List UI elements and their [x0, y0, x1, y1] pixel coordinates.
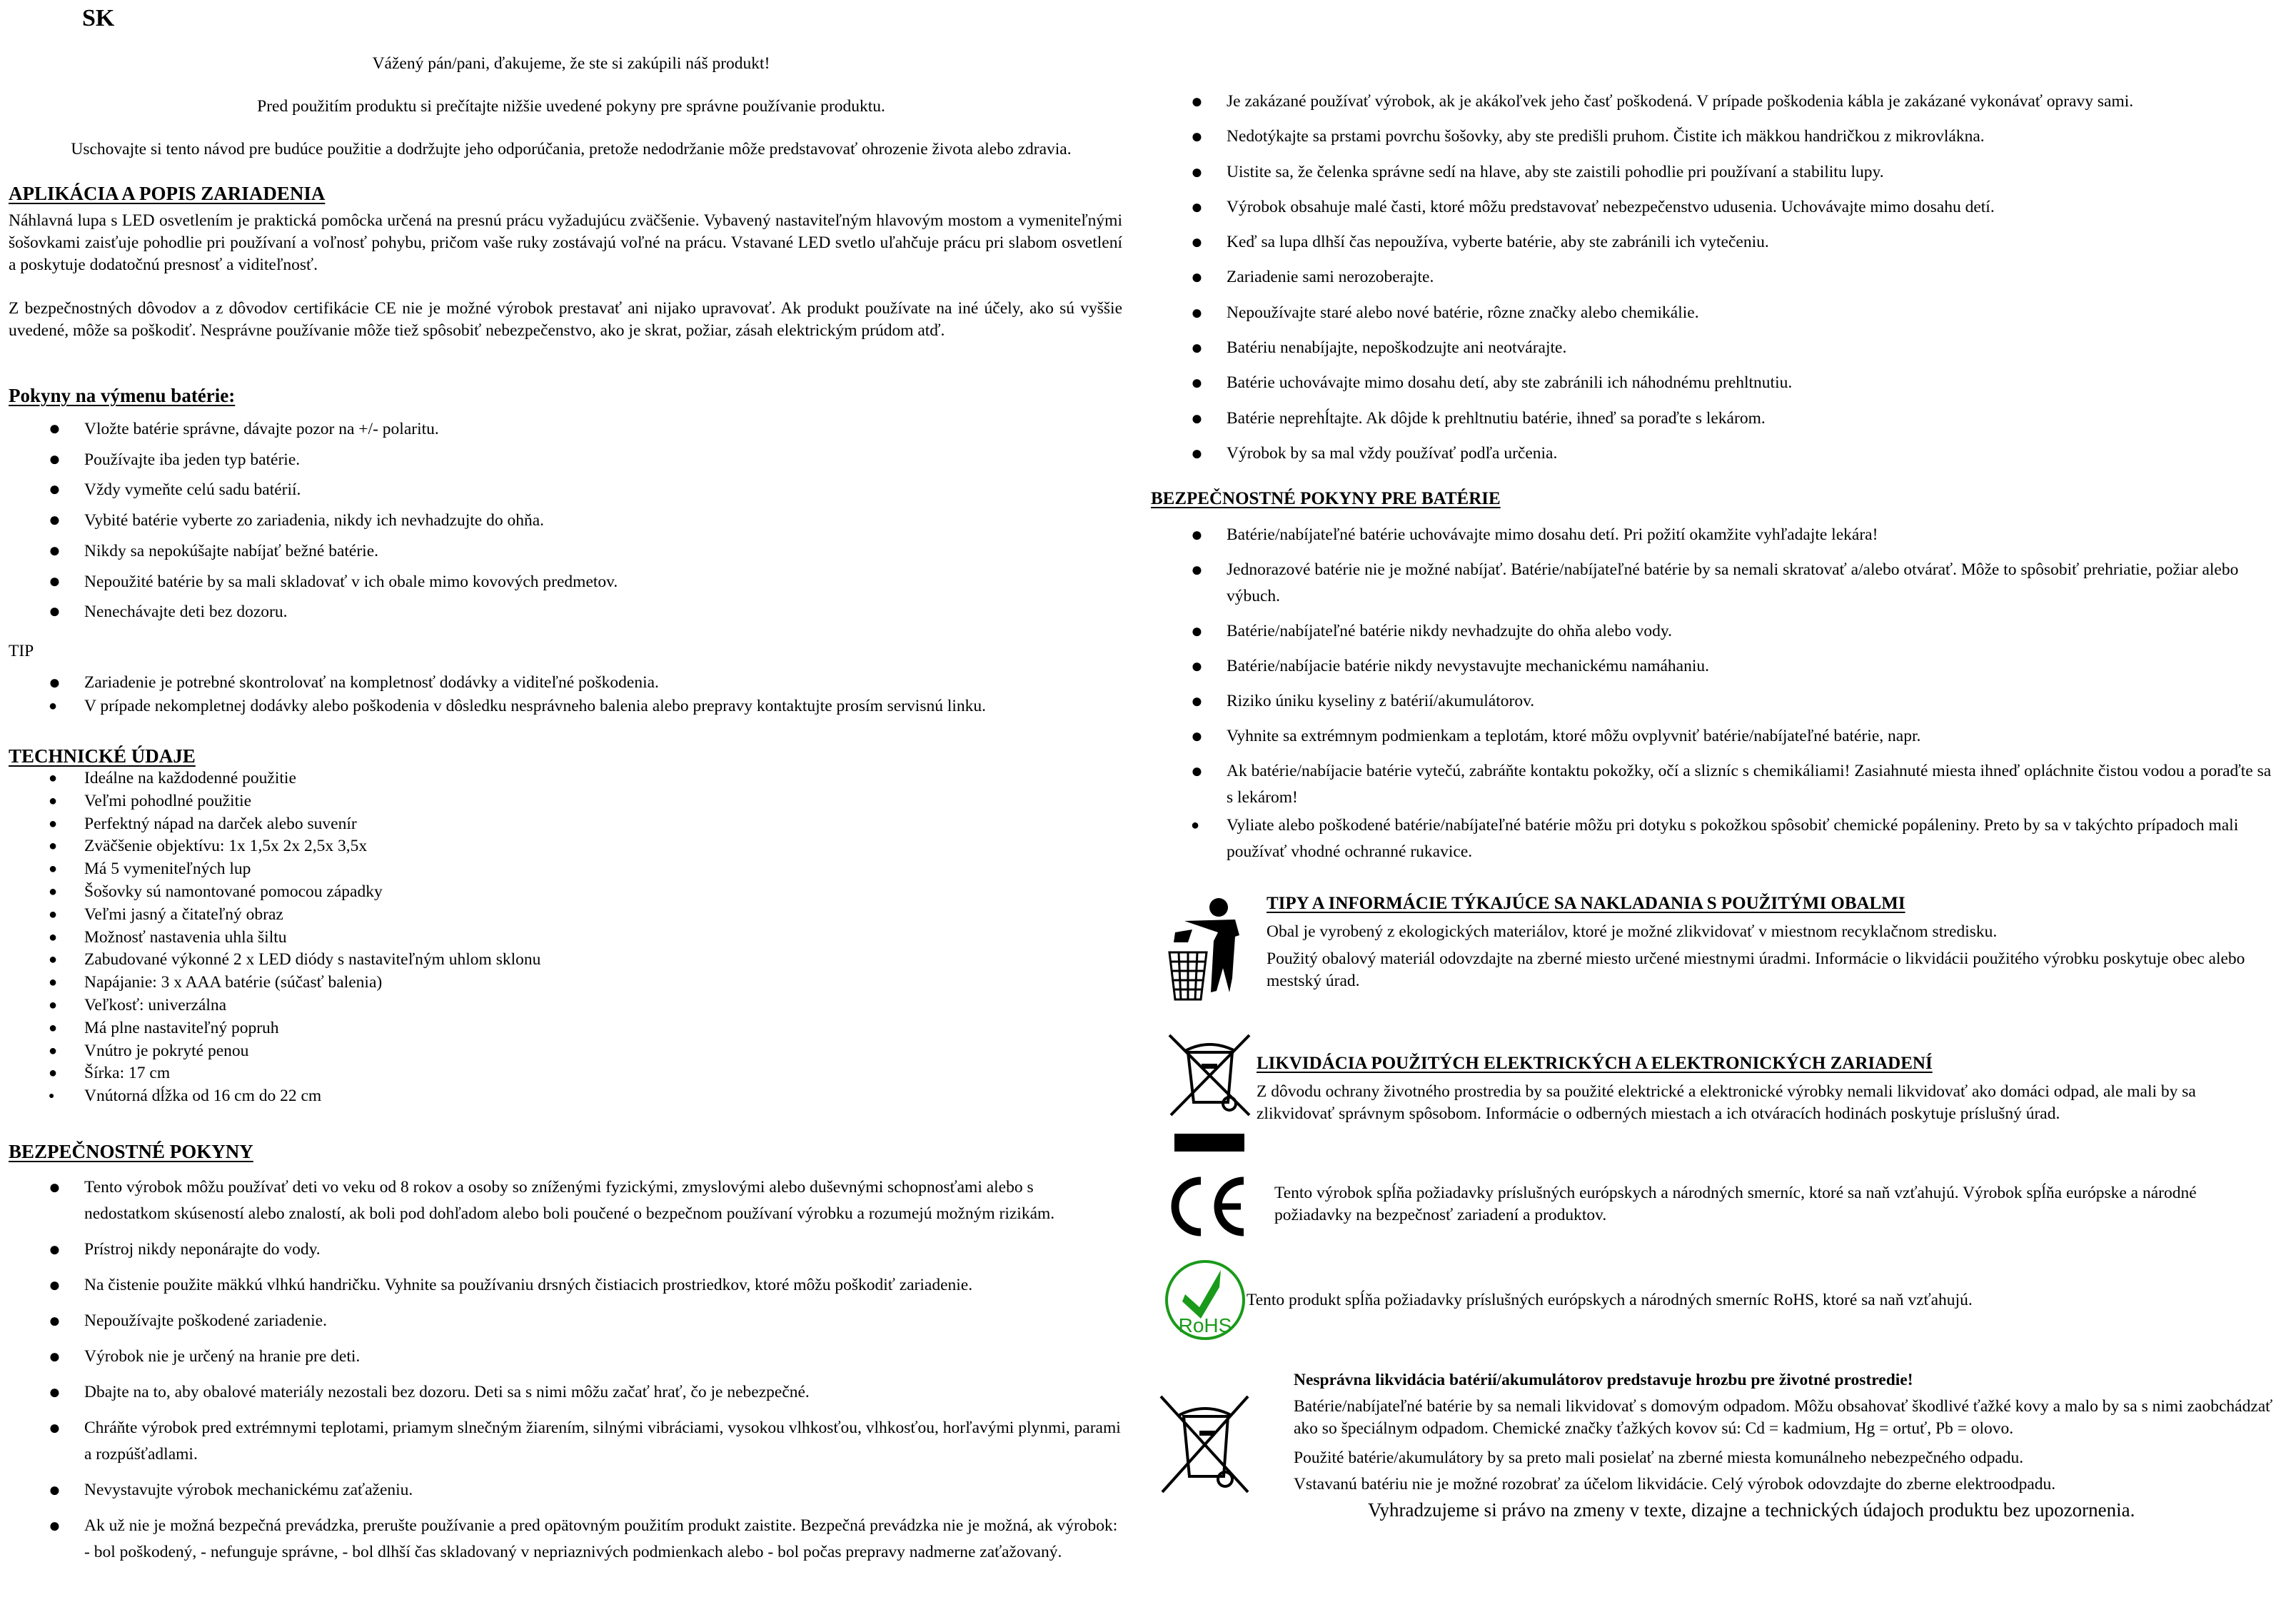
disclaimer: Vyhradzujeme si právo na zmeny v texte, dizajne a technických údajoch produktu bez upozornenia. [1368, 1499, 2135, 1521]
list-item [9, 972, 540, 994]
list-item-text: Batérie uchovávajte mimo dosahu detí, aby ste zabránili ich náhodnému prehltnutiu. [1227, 373, 1793, 393]
bullet-icon: ● [49, 1274, 61, 1296]
list-item-text: Vnútorná dĺžka od 16 cm do 22 cm [84, 1087, 322, 1106]
bullet-icon: ● [1191, 559, 1203, 581]
list-item [9, 1477, 1122, 1503]
battery-safety-list [1151, 522, 2272, 865]
list-item [9, 767, 540, 790]
list-item-text: Ak batérie/nabíjacie batérie vytečú, zabráňte kontaktu pokožky, očí a slizníc s chemikáliami! Zasiahnuté miesta ihneď opláchnite čistou vodou a poraďte sa s lekárom! [1227, 762, 2272, 807]
bullet-icon: ● [49, 1042, 58, 1059]
bullet-icon: ● [49, 1091, 55, 1102]
bullet-icon: ● [1191, 231, 1203, 254]
list-item-text: Nevystavujte výrobok mechanickému zaťaženiu. [84, 1481, 413, 1499]
list-item [1151, 401, 2133, 436]
list-item [1151, 119, 2133, 154]
bullet-icon: ● [49, 600, 61, 623]
list-item [1151, 225, 2133, 260]
list-item-text: Vyliate alebo poškodené batérie/nabíjateľné batérie môžu pri dotyku s pokožkou spôsobiť chemické popáleniny. Preto by sa v takýchto prípadoch mali používať vhodné ochranné rukavice. [1227, 816, 2239, 861]
list-item [1151, 190, 2133, 225]
safety-list-continued [1151, 84, 2133, 471]
list-item [9, 671, 986, 695]
list-item-text: Batérie/nabíjateľné batérie uchovávajte mimo dosahu detí. Pri požití okamžite vyhľadajte lekára! [1227, 525, 1878, 544]
list-item [9, 414, 618, 445]
list-item-text: Batérie/nabíjacie batérie nikdy nevystavujte mechanickému namáhaniu. [1227, 657, 1710, 675]
bullet-icon: ● [1191, 524, 1203, 546]
list-item [1151, 522, 2272, 548]
list-item-text: Jednorazové batérie nie je možné nabíjať. Batérie/nabíjateľné batérie by sa nemali skratovať a/alebo otvárať. Môže to spôsobiť prehriatie, požiar alebo výbuch. [1227, 560, 2239, 605]
bullet-icon: ● [49, 539, 61, 562]
list-item-text: Napájanie: 3 x AAA batérie (súčasť balenia) [84, 973, 383, 992]
list-item [9, 475, 618, 505]
list-item [9, 536, 618, 567]
bullet-icon: ● [1191, 301, 1203, 324]
list-item-text: Nenechávajte deti bez dozoru. [84, 603, 288, 622]
list-item-text: Chráňte výrobok pred extrémnymi teplotami, priamym slnečným žiarením, silnými vibráciami, vysokou vlhkosťou, vlhkosťou, horľavými plynmi, parami a rozpúšťadlami. [84, 1419, 1121, 1464]
list-item-text: Výrobok nie je určený na hranie pre deti. [84, 1347, 361, 1366]
list-item [9, 445, 618, 475]
read-instructions-note: Pred použitím produktu si prečítajte nižšie uvedené pokyny pre správne používanie produktu. [257, 97, 885, 116]
bullet-icon: ● [49, 570, 61, 593]
bullet-icon: ● [1191, 725, 1203, 747]
list-item [9, 927, 540, 949]
list-item-text: Šošovky sú namontované pomocou západky [84, 882, 383, 901]
application-paragraph-2: Z bezpečnostných dôvodov a z dôvodov certifikácie CE nie je možné výrobok prestavať ani nijako upravovať. Ak produkt používate na iné účely, ako sú vyššie uvedené, môže sa poškodiť. Nesprávne používanie môže tiež spôsobiť nebezpečenstvo, ako je skrat, požiar, zásah elektrickým prúdom atď. [9, 299, 1122, 340]
bullet-icon: ● [49, 418, 61, 440]
separator-bar [1174, 1134, 1244, 1152]
list-item-text: Nikdy sa nepokúšajte nabíjať bežné batérie. [84, 541, 378, 560]
technical-heading: TECHNICKÉ ÚDAJE [9, 745, 196, 767]
list-item [9, 1344, 1122, 1370]
list-item [1151, 331, 2133, 366]
rohs-logo-text: RoHS [1178, 1314, 1232, 1336]
list-item-text: Zariadenie sami nerozoberajte. [1227, 268, 1434, 287]
bullet-icon: ● [1191, 690, 1203, 712]
packaging-heading: TIPY A INFORMÁCIE TÝKAJÚCE SA NAKLADANIA S POUŽITÝMI OBALMI [1267, 894, 1905, 913]
list-item [9, 1062, 540, 1085]
list-item-text: Vnútro je pokryté penou [84, 1041, 249, 1060]
bullet-icon: ● [49, 770, 58, 786]
list-item [9, 1085, 540, 1108]
battery-disposal-text-3: Vstavanú batériu nie je možné rozobrať za účelom likvidácie. Celý výrobok odovzdajte do zberne elektroodpadu. [1294, 1475, 2056, 1493]
bullet-icon: ● [49, 1479, 61, 1501]
list-item-text: Batérie/nabíjateľné batérie nikdy nevhadzujte do ohňa alebo vody. [1227, 622, 1673, 640]
battery-replacement-list [9, 414, 618, 628]
list-item [9, 505, 618, 536]
list-item [1151, 758, 2272, 811]
packaging-text-1: Obal je vyrobený z ekologických materiálov, ktoré je možné zlikvidovať v miestnom recyklačnom stredisku. [1267, 922, 1998, 941]
list-item-text: Vložte batérie správne, dávajte pozor na +/- polaritu. [84, 420, 439, 438]
bullet-icon: ● [49, 883, 58, 900]
battery-disposal-heading: Nesprávna likvidácia batérií/akumulátorov predstavuje hrozbu pre životné prostredie! [1294, 1371, 1913, 1389]
bullet-icon: ● [49, 1381, 61, 1404]
bullet-icon: ● [49, 861, 58, 877]
list-item [9, 1040, 540, 1063]
list-item-text: Zväčšenie objektívu: 1x 1,5x 2x 2,5x 3,5x [84, 837, 368, 856]
list-item [9, 597, 618, 628]
bullet-icon: ● [49, 478, 61, 501]
tip-list [9, 671, 986, 718]
bullet-icon: ● [49, 974, 58, 991]
list-item-text: Batérie neprehĺtajte. Ak dôjde k prehltnutiu batérie, ihneď sa poraďte s lekárom. [1227, 408, 1766, 428]
list-item [9, 1236, 1122, 1263]
keep-manual-note: Uschovajte si tento návod pre budúce použitie a dodržujte jeho odporúčania, pretože nedodržanie môže predstavovať ohrozenie života alebo zdravia. [71, 140, 1072, 158]
bullet-icon: ● [49, 448, 61, 470]
bullet-icon: ● [49, 1346, 61, 1368]
list-item-text: Riziko úniku kyseliny z batérií/akumulátorov. [1227, 692, 1535, 710]
list-item-text: Veľkosť: univerzálna [84, 995, 227, 1014]
list-item [1151, 812, 2272, 865]
list-item-text: Šírka: 17 cm [84, 1064, 171, 1083]
bullet-icon: ● [1191, 620, 1203, 643]
list-item-text: Používajte iba jeden typ batérie. [84, 450, 301, 469]
list-item-text: Má plne nastaviteľný popruh [84, 1018, 279, 1037]
list-item-text: Vybité batérie vyberte zo zariadenia, nikdy ich nevhadzujte do ohňa. [84, 511, 545, 530]
list-item [9, 1415, 1122, 1468]
crossed-wheelie-bin-icon [1155, 1392, 1255, 1499]
list-item [9, 813, 540, 836]
bullet-icon: ● [49, 929, 58, 945]
bullet-icon: ● [1191, 91, 1203, 113]
bullet-icon: ● [1191, 817, 1200, 833]
bullet-icon: ● [49, 698, 58, 714]
list-item [9, 695, 986, 718]
list-item [9, 858, 540, 881]
list-item [9, 1513, 1122, 1566]
bullet-icon: ● [49, 1065, 58, 1082]
bullet-icon: ● [49, 1019, 58, 1036]
litter-bin-person-icon [1155, 891, 1241, 1002]
application-heading: APLIKÁCIA A POPIS ZARIADENIA [9, 183, 326, 204]
list-item-text: Vyhnite sa extrémnym podmienkam a teplotám, ktoré môžu ovplyvniť batérie/nabíjateľné batérie, napr. [1227, 727, 1921, 745]
list-item-text: Na čistenie použite mäkkú vlhkú handričku. Vyhnite sa používaniu drsných čistiacich prostriedkov, ktoré môžu poškodiť zariadenie. [84, 1276, 973, 1294]
bullet-icon: ● [49, 997, 58, 1013]
bullet-icon: ● [49, 906, 58, 922]
list-item [9, 790, 540, 813]
list-item [1151, 155, 2133, 190]
list-item-text: V prípade nekompletnej dodávky alebo poškodenia v dôsledku nesprávneho balenia alebo prepravy kontaktujte prosím servisnú linku. [84, 697, 987, 715]
list-item [1151, 436, 2133, 471]
weee-heading: LIKVIDÁCIA POUŽITÝCH ELEKTRICKÝCH A ELEKTRONICKÝCH ZARIADENÍ [1257, 1054, 1933, 1073]
list-item-text: Nepoužívajte poškodené zariadenie. [84, 1311, 327, 1330]
list-item [9, 835, 540, 858]
bullet-icon: ● [49, 952, 58, 968]
bullet-icon: ● [1191, 372, 1203, 395]
bullet-icon: ● [1191, 126, 1203, 148]
list-item-text: Dbajte na to, aby obalové materiály nezostali bez dozoru. Deti sa s nimi môžu začať hrať, čo je nebezpečné. [84, 1383, 810, 1401]
bullet-icon: ● [1191, 266, 1203, 289]
language-code: SK [82, 5, 115, 31]
list-item [9, 949, 540, 972]
list-item-text: Nepoužívajte staré alebo nové batérie, rôzne značky alebo chemikálie. [1227, 303, 1699, 322]
bullet-icon: ● [49, 1239, 61, 1261]
list-item-text: Uistite sa, že čelenka správne sedí na hlave, aby ste zaistili pohodlie pri používaní a stabilitu lupy. [1227, 162, 1884, 181]
list-item [9, 1272, 1122, 1299]
bullet-icon: ● [49, 509, 61, 532]
bullet-icon: ● [49, 1177, 61, 1199]
list-item-text: Veľmi jasný a čitateľný obraz [84, 905, 283, 924]
list-item-text: Ideálne na každodenné použitie [84, 769, 296, 787]
list-item [9, 994, 540, 1017]
list-item-text: Vždy vymeňte celú sadu batérií. [84, 480, 301, 500]
list-item [1151, 557, 2272, 610]
technical-list [9, 767, 540, 1108]
bullet-icon: ● [1191, 442, 1203, 465]
ce-text: Tento výrobok spĺňa požiadavky príslušných európskych a národných smerníc, ktoré sa naň vzťahujú. Výrobok spĺňa európske a národné požiadavky na bezpečnosť zariadení a produktov. [1274, 1184, 2197, 1224]
ce-mark-icon [1169, 1177, 1249, 1236]
tip-heading: TIP [9, 642, 34, 660]
list-item-text: Zabudované výkonné 2 x LED diódy s nastaviteľným uhlom sklonu [84, 950, 541, 969]
application-paragraph-1: Náhlavná lupa s LED osvetlením je praktická pomôcka určená na presnú prácu vyžadujúcu zväčšenie. Vybavený nastaviteľným hlavovým mostom a vymeniteľnými šošovkami zaisťuje pohodlie pri používaní a voľnosť pohybu, pričom vaše ruky zostávajú voľné na prácu. Vstavané LED svetlo uľahčuje prácu pri slabom osvetlení a poskytuje dodatočnú presnosť a viditeľnosť. [9, 211, 1122, 274]
bullet-icon: ● [49, 1515, 61, 1537]
safety-heading: BEZPEČNOSTNÉ POKYNY [9, 1141, 253, 1162]
list-item [9, 1379, 1122, 1406]
list-item [1151, 653, 2272, 680]
list-item [1151, 723, 2272, 750]
bullet-icon: ● [49, 1417, 61, 1439]
rohs-text: Tento produkt spĺňa požiadavky príslušných európskych a národných smerníc RoHS, ktoré sa naň vzťahujú. [1247, 1291, 1973, 1309]
list-item [1151, 260, 2133, 295]
battery-disposal-text-1: Batérie/nabíjateľné batérie by sa nemali likvidovať s domovým odpadom. Môžu obsahovať škodlivé ťažké kovy a malo by sa s nimi zaobchádzať ako so špeciálnym odpadom. Chemické značky ťažkých kovov sú: Cd = kadmium, Hg = ortuť, Pb = olovo. [1294, 1397, 2273, 1438]
safety-list [9, 1174, 1122, 1566]
battery-disposal-text-2: Použité batérie/akumulátory by sa preto mali posielať na zberné miesta komunálneho nebezpečného odpadu. [1294, 1449, 2024, 1467]
list-item [9, 904, 540, 927]
list-item-text: Má 5 vymeniteľných lup [84, 860, 251, 879]
bullet-icon: ● [1191, 407, 1203, 430]
list-item [9, 567, 618, 598]
list-item-text: Tento výrobok môžu používať deti vo veku od 8 rokov a osoby so zníženými fyzickými, zmyslovými alebo duševnými schopnosťami alebo s nedostatkom skúseností alebo znalostí, ak boli pod dohľadom alebo boli poučené o bezpečnom používaní výrobku a rozumejú možným rizikám. [84, 1178, 1055, 1223]
list-item-text: Ak už nie je možná bezpečná prevádzka, prerušte používanie a pred opätovným použitím produkt zaistite. Bezpečná prevádzka nie je možná, ak výrobok: - bol poškodený, - nefunguje správne, - bol dlhší čas skladovaný v nepriaznivých podmienkach alebo - bol počas prepravy nadmerne zaťažovaný. [84, 1516, 1118, 1561]
list-item [1151, 84, 2133, 119]
weee-text: Z dôvodu ochrany životného prostredia by sa použité elektrické a elektronické výrobky nemali likvidovať ako domáci odpad, ale mali by sa zlikvidovať správnym spôsobom. Informácie o odberných miestach a ich otváracích hodinách poskytuje príslušný úrad. [1257, 1082, 2196, 1123]
list-item [1151, 688, 2272, 715]
list-item-text: Je zakázané používať výrobok, ak je akákoľvek jeho časť poškodená. V prípade poškodenia kábla je zakázané vykonávať opravy sami. [1227, 92, 2134, 111]
bullet-icon: ● [1191, 337, 1203, 360]
bullet-icon: ● [1191, 760, 1203, 782]
list-item-text: Keď sa lupa dlhší čas nepoužíva, vyberte batérie, aby ste zabránili ich vytečeniu. [1227, 233, 1769, 252]
rohs-check-icon [1164, 1259, 1247, 1341]
crossed-wheelie-bin-icon [1164, 1031, 1257, 1119]
bullet-icon: ● [1191, 196, 1203, 218]
list-item-text: Nepoužité batérie by sa mali skladovať v ich obale mimo kovových predmetov. [84, 572, 618, 591]
bullet-icon: ● [49, 672, 61, 694]
bullet-icon: ● [49, 1310, 61, 1332]
list-item-text: Batériu nenabíjajte, nepoškodzujte ani neotvárajte. [1227, 338, 1567, 358]
list-item [9, 1017, 540, 1040]
bullet-icon: ● [49, 792, 58, 809]
bullet-icon: ● [1191, 161, 1203, 183]
bullet-icon: ● [49, 838, 58, 855]
bullet-icon: ● [1191, 655, 1203, 677]
battery-replacement-heading: Pokyny na výmenu batérie: [9, 385, 236, 406]
list-item-text: Veľmi pohodlné použitie [84, 791, 252, 810]
list-item [9, 1308, 1122, 1334]
list-item-text: Nedotýkajte sa prstami povrchu šošovky, aby ste predišli pruhom. Čistite ich mäkkou handričkou z mikrovlákna. [1227, 127, 1985, 146]
list-item [1151, 366, 2133, 400]
list-item-text: Možnosť nastavenia uhla šiltu [84, 927, 287, 947]
list-item [1151, 618, 2272, 645]
list-item-text: Výrobok by sa mal vždy používať podľa určenia. [1227, 443, 1558, 463]
battery-safety-heading: BEZPEČNOSTNÉ POKYNY PRE BATÉRIE [1151, 489, 1501, 508]
bullet-icon: ● [49, 815, 58, 832]
list-item-text: Zariadenie je potrebné skontrolovať na kompletnosť dodávky a viditeľné poškodenia. [84, 673, 659, 692]
list-item-text: Prístroj nikdy neponárajte do vody. [84, 1240, 321, 1259]
list-item [9, 881, 540, 904]
list-item-text: Výrobok obsahuje malé časti, ktoré môžu predstavovať nebezpečenstvo udusenia. Uchovávajte mimo dosahu detí. [1227, 197, 1995, 216]
greeting: Vážený pán/pani, ďakujeme, že ste si zakúpili náš produkt! [372, 54, 770, 73]
list-item-text: Perfektný nápad na darček alebo suvenír [84, 814, 357, 833]
list-item [1151, 296, 2133, 331]
packaging-text-2: Použitý obalový materiál odovzdajte na zberné miesto určené miestnymi úradmi. Informácie o likvidácii použitého výrobku poskytuje obec alebo mestský úrad. [1267, 949, 2245, 990]
list-item [9, 1174, 1122, 1227]
